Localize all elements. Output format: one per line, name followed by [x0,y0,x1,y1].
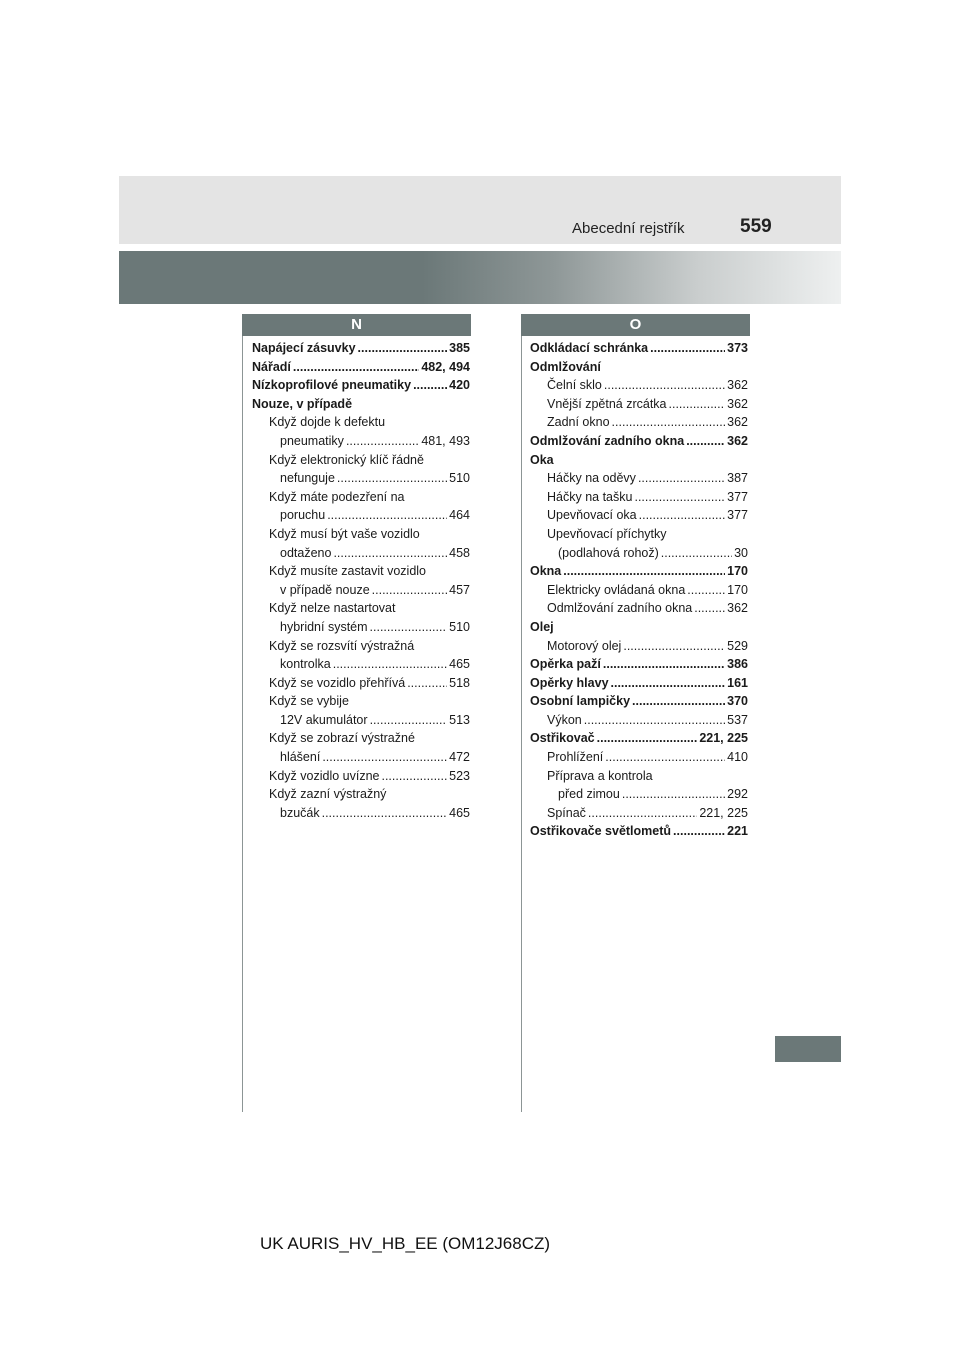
index-entry[interactable]: Okna ..... 170 [530,562,748,581]
index-entry[interactable]: Ostřikovač ..... 221, 225 [530,729,748,748]
index-heading: Oka [530,452,554,467]
letter-heading-n: N [242,314,471,336]
index-subentry: Když musíte zastavit vozidlo [269,564,427,579]
index-subentry: Upevňovací příchytky [547,526,667,541]
index-entry[interactable]: Ostřikovače světlometů ..... 221 [530,822,748,841]
section-thumb-tab [775,1036,841,1062]
footer-doc-code: UK AURIS_HV_HB_EE (OM12J68CZ) [260,1234,551,1253]
index-entry[interactable]: Odmlžování zadního okna ..... 362 [530,599,748,618]
index-entry[interactable]: 12V akumulátor ..... 513 [252,711,470,730]
section-title: Abecední rejstřík [572,220,685,237]
index-subentry: Když zazní výstražný [269,787,387,802]
index-subentry: Když se vybije [269,694,349,709]
letter-heading-o: O [521,314,750,336]
index-subentry: Když elektronický klíč řádně [269,452,424,467]
index-subentry: Příprava a kontrola [547,768,653,783]
index-entry[interactable]: Háčky na tašku ..... 377 [530,488,748,507]
index-heading: Olej [530,619,554,634]
index-entry[interactable]: Nářadí ..... 482, 494 [252,358,470,377]
index-entry[interactable]: Čelní sklo ..... 362 [530,376,748,395]
index-entry[interactable]: Motorový olej ..... 529 [530,637,748,656]
index-entry[interactable]: Upevňovací oka ..... 377 [530,506,748,525]
index-entry[interactable]: bzučák ..... 465 [252,804,470,823]
index-subentry: Když máte podezření na [269,489,405,504]
index-entry[interactable]: hybridní systém ..... 510 [252,618,470,637]
index-entry[interactable]: v případě nouze ..... 457 [252,581,470,600]
index-subentry: Když musí být vaše vozidlo [269,526,420,541]
index-entry[interactable]: Odkládací schránka ..... 373 [530,339,748,358]
index-entry[interactable]: Háčky na oděvy ..... 387 [530,469,748,488]
index-subentry: Když dojde k defektu [269,415,386,430]
index-entry[interactable]: poruchu ..... 464 [252,506,470,525]
index-entry[interactable]: Vnější zpětná zrcátka ..... 362 [530,395,748,414]
index-entry[interactable]: Osobní lampičky ..... 370 [530,692,748,711]
index-subentry: Když se rozsvítí výstražná [269,638,415,653]
decorative-banner [119,251,841,304]
index-entry[interactable]: Spínač ..... 221, 225 [530,804,748,823]
index-subentry: Když nelze nastartovat [269,601,396,616]
column-divider [242,336,243,1112]
index-column-o [530,339,748,841]
index-heading: Nouze, v případě [252,396,353,411]
index-entry[interactable]: Odmlžování zadního okna ..... 362 [530,432,748,451]
page-number: 559 [740,216,772,237]
index-entry[interactable]: Prohlížení ..... 410 [530,748,748,767]
index-entry[interactable]: odtaženo ..... 458 [252,544,470,563]
index-entry[interactable]: Napájecí zásuvky ..... 385 [252,339,470,358]
index-heading: Odmlžování [530,359,601,374]
index-entry[interactable]: Když se vozidlo přehřívá ..... 518 [252,674,470,693]
index-entry[interactable]: Výkon ..... 537 [530,711,748,730]
index-entry[interactable]: nefunguje ..... 510 [252,469,470,488]
index-entry[interactable]: kontrolka ..... 465 [252,655,470,674]
column-divider [521,336,522,1112]
index-entry[interactable]: hlášení ..... 472 [252,748,470,767]
index-entry[interactable]: Když vozidlo uvízne ..... 523 [252,767,470,786]
index-entry[interactable]: (podlahová rohož) ..... 30 [530,544,748,563]
header-band [119,176,841,244]
index-entry[interactable]: Elektricky ovládaná okna ..... 170 [530,581,748,600]
index-entry[interactable]: Zadní okno ..... 362 [530,413,748,432]
index-entry[interactable]: před zimou ..... 292 [530,785,748,804]
index-entry[interactable]: Opěrka paží ..... 386 [530,655,748,674]
index-column-n [252,339,470,822]
index-subentry: Když se zobrazí výstražné [269,731,415,746]
index-entry[interactable]: Nízkoprofilové pneumatiky ..... 420 [252,376,470,395]
index-entry[interactable]: Opěrky hlavy ..... 161 [530,674,748,693]
index-entry[interactable]: pneumatiky ..... 481, 493 [252,432,470,451]
